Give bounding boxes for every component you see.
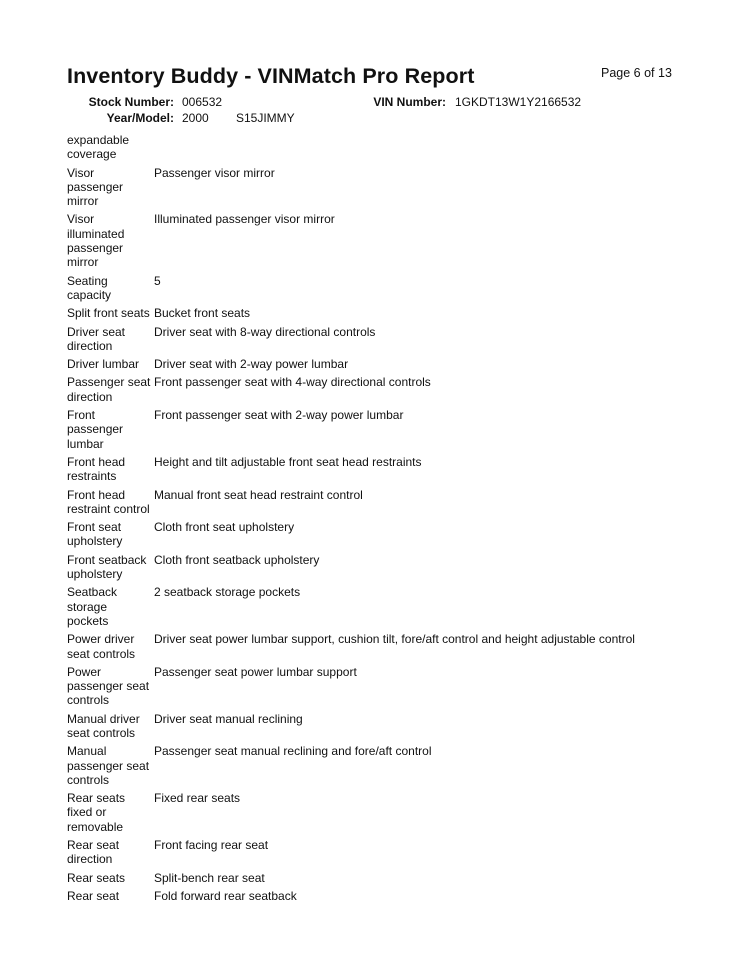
spec-label: Visor passenger mirror xyxy=(67,165,124,209)
spec-value: Front passenger seat with 2-way power lumbar xyxy=(154,408,404,423)
spec-label: Front head restraints xyxy=(67,454,126,484)
vin-number-value: 1GKDT13W1Y2166532 xyxy=(455,95,582,109)
spec-row xyxy=(67,791,707,834)
spec-value: Front facing rear seat xyxy=(154,838,269,853)
spec-row xyxy=(67,166,707,209)
spec-label: Rear seats fixed or removable xyxy=(67,791,126,834)
spec-label: Driver seat direction xyxy=(67,324,126,353)
spec-label: Passenger seat direction xyxy=(67,375,151,404)
spec-label: expandable coverage xyxy=(67,133,130,162)
spec-row xyxy=(67,838,707,867)
spec-row xyxy=(67,744,707,787)
model-value: S15JIMMY xyxy=(236,111,295,125)
spec-value: Passenger visor mirror xyxy=(154,165,275,180)
spec-row xyxy=(67,306,707,320)
spec-value: Cloth front seatback upholstery xyxy=(154,552,320,567)
spec-row xyxy=(67,357,707,371)
spec-row xyxy=(67,665,707,708)
spec-row xyxy=(67,871,707,885)
spec-value: Driver seat power lumbar support, cushion tilt, fore/aft control and height adjustable control xyxy=(154,632,635,647)
spec-value: Height and tilt adjustable front seat head restraints xyxy=(154,454,422,469)
spec-label: Manual passenger seat controls xyxy=(67,744,150,787)
spec-value: Driver seat with 2-way power lumbar xyxy=(154,357,349,372)
spec-row xyxy=(67,375,707,404)
spec-label: Front seat upholstery xyxy=(67,520,123,549)
spec-label: Front passenger lumbar xyxy=(67,408,124,451)
spec-table xyxy=(67,133,707,907)
spec-row xyxy=(67,133,707,162)
spec-label: Rear seat direction xyxy=(67,838,120,867)
spec-row xyxy=(67,585,707,628)
spec-value: Fold forward rear seatback xyxy=(154,888,297,903)
stock-number-label: Stock Number: xyxy=(88,95,174,109)
year-value: 2000 xyxy=(182,111,209,125)
spec-value: Manual front seat head restraint control xyxy=(154,487,363,502)
spec-label: Seating capacity xyxy=(67,273,112,302)
vin-number-label: VIN Number: xyxy=(373,95,446,109)
spec-value: 5 xyxy=(154,273,161,288)
spec-label: Manual driver seat controls xyxy=(67,711,140,740)
spec-value: Driver seat with 8-way directional controls xyxy=(154,324,376,339)
spec-label: Seatback storage pockets xyxy=(67,585,118,628)
spec-value: Driver seat manual reclining xyxy=(154,711,303,726)
spec-value: Cloth front seat upholstery xyxy=(154,520,295,535)
spec-value: Split-bench rear seat xyxy=(154,870,265,885)
spec-row xyxy=(67,712,707,741)
spec-value: Illuminated passenger visor mirror xyxy=(154,212,335,227)
spec-row xyxy=(67,408,707,451)
spec-label: Driver lumbar xyxy=(67,357,140,372)
spec-value: Front passenger seat with 4-way directional controls xyxy=(154,375,431,390)
spec-row xyxy=(67,632,707,661)
spec-value: Passenger seat manual reclining and fore/aft control xyxy=(154,744,432,759)
spec-value: 2 seatback storage pockets xyxy=(154,585,301,600)
spec-value: Bucket front seats xyxy=(154,306,251,321)
spec-label: Front head restraint control xyxy=(67,487,150,516)
spec-value: Passenger seat power lumbar support xyxy=(154,664,357,679)
spec-label: Power driver seat controls xyxy=(67,632,136,661)
spec-label: Rear seat xyxy=(67,888,120,903)
spec-row xyxy=(67,325,707,354)
spec-row xyxy=(67,212,707,269)
report-title: Inventory Buddy - VINMatch Pro Report xyxy=(67,64,475,88)
spec-value: Fixed rear seats xyxy=(154,791,241,806)
stock-number-value: 006532 xyxy=(182,95,223,109)
spec-label: Front seatback upholstery xyxy=(67,552,147,582)
spec-row xyxy=(67,889,707,903)
spec-row xyxy=(67,455,707,484)
spec-label: Power passenger seat controls xyxy=(67,664,150,708)
year-model-label: Year/Model: xyxy=(106,111,174,125)
page-number: Page 6 of 13 xyxy=(601,66,672,80)
spec-label: Visor illuminated passenger mirror xyxy=(67,212,125,270)
spec-row xyxy=(67,520,707,549)
spec-label: Split front seats xyxy=(67,306,150,321)
spec-row xyxy=(67,274,707,303)
spec-row xyxy=(67,488,707,517)
spec-label: Rear seats xyxy=(67,870,126,885)
spec-row xyxy=(67,553,707,582)
